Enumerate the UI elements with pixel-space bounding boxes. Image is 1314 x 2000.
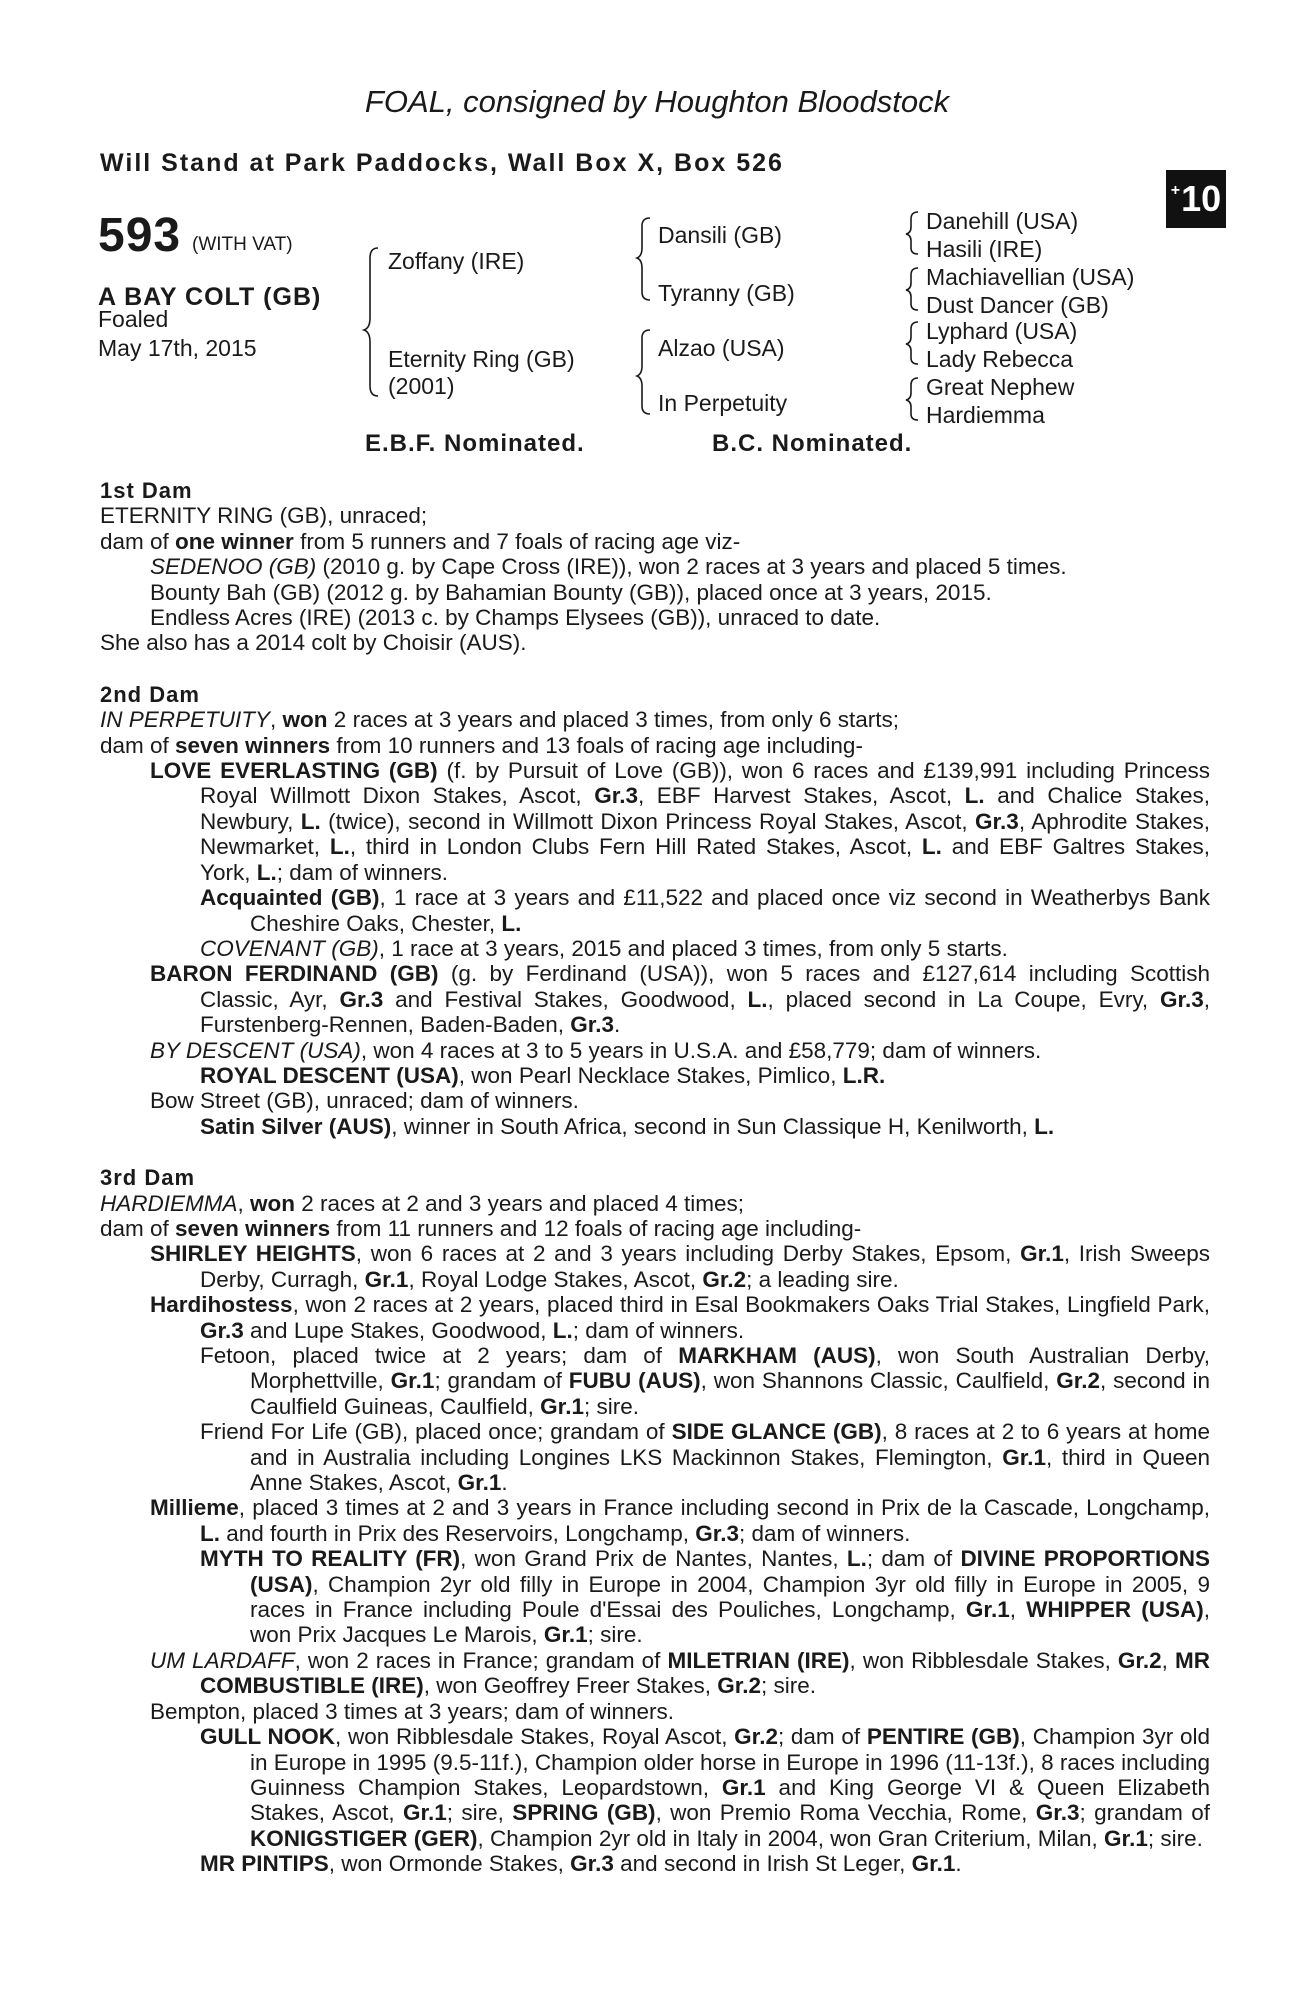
- foaled-date: May 17th, 2015: [98, 335, 257, 361]
- pedigree-braces: [0, 0, 1314, 460]
- brace-gen1: [364, 248, 378, 396]
- badge-plus: +: [1170, 182, 1181, 199]
- produce-sedenoo: SEDENOO (GB) (2010 g. by Cape Cross (IRE)), won 2 races at 3 years and placed 5 times.: [150, 554, 1067, 580]
- entry-gull-nook: GULL NOOK, won Ribblesdale Stakes, Royal Ascot, Gr.2; dam of PENTIRE (GB), Champion 3yr old in Europe in 1995 (9.5-11f.), Champion older horse in Europe in 1996 (11-13f.), 8 races including Guinness Champion Stakes, Leopardstown, Gr.1 and King George VI & Queen Elizabeth Stakes, Ascot, Gr.1; sire, SPRING (GB), won Premio Roma Vecchia, Rome, Gr.3; grandam of KONIGSTIGER (GER), Champion 2yr old in Italy in 2004, won Gran Criterium, Milan, Gr.1; sire.: [200, 1724, 1210, 1851]
- ped-danehill: Danehill (USA): [926, 208, 1079, 234]
- entry-by-descent: BY DESCENT (USA), won 4 races at 3 to 5 years in U.S.A. and £58,779; dam of winners.: [150, 1037, 1042, 1063]
- horse-name: A BAY COLT (GB): [98, 283, 322, 311]
- entry-mr-pintips: MR PINTIPS, won Ormonde Stakes, Gr.3 and second in Irish St Leger, Gr.1.: [200, 1851, 962, 1877]
- sire-sire: Dansili (GB): [658, 222, 782, 248]
- third-dam-heading: 3rd Dam: [100, 1165, 196, 1191]
- second-dam-heading: 2nd Dam: [100, 681, 200, 707]
- first-dam-line: ETERNITY RING (GB), unraced;: [100, 503, 428, 529]
- dam-year: (2001): [388, 373, 455, 399]
- entry-acquainted: Acquainted (GB), 1 race at 3 years and £11,522 and placed once viz second in Weatherbys Bank Cheshire Oaks, Chester, L.: [200, 885, 1210, 936]
- ebf-nominated: E.B.F. Nominated.: [365, 430, 585, 457]
- third-dam-produce-intro: dam of seven winners from 11 runners and 12 foals of racing age including-: [100, 1215, 862, 1241]
- ped-machiavellian: Machiavellian (USA): [926, 264, 1135, 290]
- sire: Zoffany (IRE): [388, 248, 525, 274]
- ped-hasili: Hasili (IRE): [926, 236, 1043, 262]
- brace-gen3-c: [906, 322, 918, 364]
- entry-covenant: COVENANT (GB), 1 race at 3 years, 2015 and placed 3 times, from only 5 starts.: [200, 935, 1008, 961]
- vat-note: (WITH VAT): [192, 234, 293, 255]
- brace-gen2-bottom: [637, 330, 650, 414]
- ped-lady-rebecca: Lady Rebecca: [926, 346, 1074, 372]
- entry-bow-street: Bow Street (GB), unraced; dam of winners.: [150, 1088, 579, 1114]
- dam-dam: In Perpetuity: [658, 390, 788, 416]
- ped-dust-dancer: Dust Dancer (GB): [926, 292, 1109, 318]
- second-dam-produce-intro: dam of seven winners from 10 runners and 13 foals of racing age including-: [100, 732, 863, 758]
- third-dam-line: HARDIEMMA, won 2 races at 2 and 3 years and placed 4 times;: [100, 1190, 745, 1216]
- produce-bounty-bah: Bounty Bah (GB) (2012 g. by Bahamian Bounty (GB)), placed once at 3 years, 2015.: [150, 579, 992, 605]
- entry-bempton: Bempton, placed 3 times at 3 years; dam of winners.: [150, 1698, 675, 1724]
- brace-gen3-b: [906, 268, 918, 310]
- entry-shirley-heights: SHIRLEY HEIGHTS, won 6 races at 2 and 3 years including Derby Stakes, Epsom, Gr.1, Irish Sweeps Derby, Curragh, Gr.1, Royal Lodge Stakes, Ascot, Gr.2; a leading sire.: [150, 1241, 1211, 1292]
- stand-location: Will Stand at Park Paddocks, Wall Box X, Box 526: [100, 149, 784, 177]
- second-dam-line: IN PERPETUITY, won 2 races at 3 years and placed 3 times, from only 6 starts;: [100, 707, 900, 733]
- entry-friend-for-life: Friend For Life (GB), placed once; grandam of SIDE GLANCE (GB), 8 races at 2 to 6 years at home and in Australia including Longines LKS Mackinnon Stakes, Flemington, Gr.1, third in Queen Anne Stakes, Ascot, Gr.1.: [200, 1419, 1210, 1496]
- ped-lyphard: Lyphard (USA): [926, 318, 1078, 344]
- lot-number: 593: [98, 209, 182, 262]
- produce-2014-colt: She also has a 2014 colt by Choisir (AUS).: [100, 630, 527, 656]
- ped-great-nephew: Great Nephew: [926, 374, 1075, 400]
- foaled-label: Foaled: [98, 306, 169, 332]
- ped-hardiemma: Hardiemma: [926, 402, 1045, 428]
- entry-millieme: Millieme, placed 3 times at 2 and 3 years in France including second in Prix de la Cascade, Longchamp, L. and fourth in Prix des Reservoirs, Longchamp, Gr.3; dam of winners.: [150, 1495, 1210, 1546]
- sire-dam: Tyranny (GB): [658, 280, 795, 306]
- entry-love-everlasting: LOVE EVERLASTING (GB) (f. by Pursuit of Love (GB)), won 6 races and £139,991 including Princess Royal Willmott Dixon Stakes, Ascot, Gr.3, EBF Harvest Stakes, Ascot, L. and Chalice Stakes, Newbury, L. (twice), second in Willmott Dixon Princess Royal Stakes, Ascot, Gr.3, Aphrodite Stakes, Newmarket, L., third in London Clubs Fern Hill Rated Stakes, Ascot, L. and EBF Galtres Stakes, York, L.; dam of winners.: [150, 758, 1210, 885]
- first-dam-produce-intro: dam of one winner from 5 runners and 7 foals of racing age viz-: [100, 528, 741, 554]
- entry-satin-silver: Satin Silver (AUS), winner in South Africa, second in Sun Classique H, Kenilworth, L.: [200, 1113, 1055, 1139]
- brace-gen3-d: [906, 378, 918, 420]
- entry-hardihostess: Hardihostess, won 2 races at 2 years, placed third in Esal Bookmakers Oaks Trial Stakes, Lingfield Park, Gr.3 and Lupe Stakes, Goodwood, L.; dam of winners.: [150, 1292, 1210, 1343]
- produce-endless-acres: Endless Acres (IRE) (2013 c. by Champs Elysees (GB)), unraced to date.: [150, 605, 881, 631]
- dam-name: Eternity Ring (GB): [388, 346, 575, 372]
- dam-sire: Alzao (USA): [658, 335, 785, 361]
- entry-baron-ferdinand: BARON FERDINAND (GB) (g. by Ferdinand (USA)), won 5 races and £127,614 including Scottish Classic, Ayr, Gr.3 and Festival Stakes, Goodwood, L., placed second in La Coupe, Evry, Gr.3, Furstenberg-Rennen, Baden-Baden, Gr.3.: [150, 961, 1211, 1038]
- brace-gen3-a: [906, 212, 918, 254]
- bc-nominated: B.C. Nominated.: [712, 430, 913, 457]
- entry-royal-descent: ROYAL DESCENT (USA), won Pearl Necklace Stakes, Pimlico, L.R.: [200, 1062, 886, 1088]
- brace-gen2-top: [637, 218, 650, 300]
- entry-um-lardaff: UM LARDAFF, won 2 races in France; grandam of MILETRIAN (IRE), won Ribblesdale Stakes, Gr.2, MR COMBUSTIBLE (IRE), won Geoffrey Freer Stakes, Gr.2; sire.: [150, 1647, 1210, 1699]
- entry-myth-to-reality: MYTH TO REALITY (FR), won Grand Prix de Nantes, Nantes, L.; dam of DIVINE PROPORTIONS (USA), Champion 2yr old filly in Europe in 2004, Champion 3yr old filly in Europe in 2005, 9 races in France including Poule d'Essai des Pouliches, Longchamp, Gr.1, WHIPPER (USA), won Prix Jacques Le Marois, Gr.1; sire.: [200, 1546, 1210, 1648]
- entry-fetoon: Fetoon, placed twice at 2 years; dam of MARKHAM (AUS), won South Australian Derby, Morphettville, Gr.1; grandam of FUBU (AUS), won Shannons Classic, Caulfield, Gr.2, second in Caulfield Guineas, Caulfield, Gr.1; sire.: [200, 1343, 1211, 1419]
- badge-number: 10: [1181, 178, 1222, 219]
- catalogue-title: FOAL, consigned by Houghton Bloodstock: [364, 84, 950, 119]
- first-dam-heading: 1st Dam: [100, 478, 193, 503]
- pedigree-body: [100, 478, 1210, 1877]
